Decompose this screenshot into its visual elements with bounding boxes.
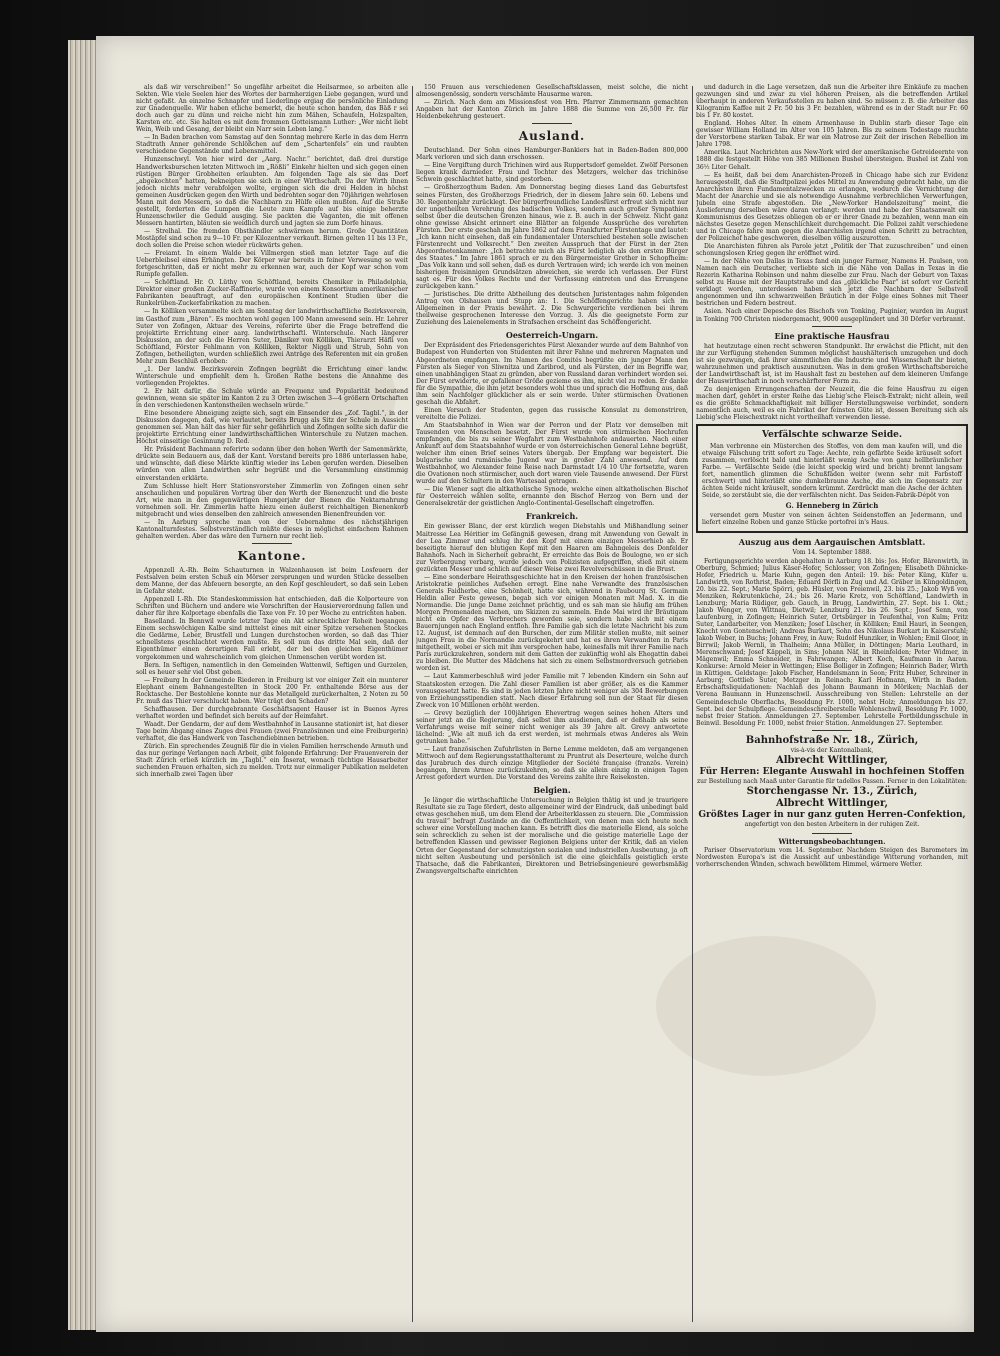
article-paragraph: — In Baden brachen vom Samstag auf den Sonntag mehrere Kerle in das dem Herrn Stadtrath Anner gehörende Schlößchen auf dem „Schartenfels“ ein und raubten verschiedene Gegenstände und Lebensmittel. — [136, 134, 408, 156]
section-divider — [812, 833, 852, 834]
article-paragraph: — Schöftland. Hr. O. Lüthy von Schöftland, bereits Chemiker in Philadelphia, Direktor einer großen Zucker-Raffinerie, wurde von einem Konsortium amerikanischer Fabrikanten beauftragt, auf den europäischen Kontinent Studien über die Runkelrüben-Zuckerfabrikation zu machen. — [136, 279, 408, 308]
article-paragraph: Zum Schlusse hielt Herr Stationsvorsteher Zimmerlin von Zofingen einen sehr anschaulichen und populären Vortrag über den Werth der Bienenzucht und die beste Art, wie man in den gegenwärtigen Hungerjahr der Bienen die Nektarnahrung vornehmen soll. Hr. Zimmerlin hatte hiezu einen äußerst reichhaltigen Bienenkorb mitgebracht und wies denselben den zahlreich anwesenden Bienenfreunden vor. — [136, 482, 408, 518]
article-paragraph: Waadt. Der Gendarm, der auf dem Westbahnhof in Lausanne stationirt ist, hat dieser Tage beim Abgang eines Zuges drei Frauen (zwei Französinnen und eine Freiburgerin) verhaftet, die das Handwerk von Taschendiebinnen betrieben. — [136, 720, 408, 743]
weather-body: Pariser Observatorium vom 14. September. Nachdem Steigen des Barometers im Nordwesten Europa's ist die Aussicht auf unbeständige Witterung vorhanden, mit vorherrschenden Winden, schwach bewölktem Himmel, wärmere Wetter. — [696, 846, 968, 868]
article-paragraph: 2. Er hält dafür, die Schule würde an Frequenz und Popularität bedeutend gewinnen, wenn sie später im Kanton 2 zu 3 Orten zwischen 3—4 größern Ortschaften in den verschiedenen Kantonstheilen wechseln würde.“ — [136, 387, 408, 410]
article-paragraph: — In Aarburg spreche man von der Uebernahme des nächstjährigen Kantonalturnfestes. Selbstverständlich müßte dieses in möglichst einfachem Rahmen gehalten werden. Aber das wäre den Turnern nur recht lieb. — [136, 518, 408, 540]
ad-offer-note-2: angefertigt von den besten Arbeitern in der ruhigen Zeit. — [744, 820, 920, 828]
article-paragraph: — Laut französischen Zufuhrlisten in Berne Lemme meldeten, daß am vergangenen Mittwoch auf dem Regierungsstatthalteramt zu Pruntrut als Deserteure, welche durch das Jurabruch des durch einzige Mitglieder der Société française (französ. Verein) begangen, ihrem Armee zurückzukehren, so daß sie allein einzig in einigen Tagen Arrest gefordert wurden. Die Vorstand des Vereins zahlte ihre Reisekosten. — [416, 745, 688, 782]
article-paragraph: — Juristisches. Die dritte Abtheilung des deutschen Juristentages nahm folgenden Antrag von Olshausen und Stupp an: 1. Die Schöffengerichte haben sich im Allgemeinen in der Praxis bewährt. 2. Die Schwurgerichte verdienen bei ihrem theilweise gesprochenen Interesse den Vorzug. 3. Als die geeignetste Form zur Zuziehung des Laienelements in Strafsachen erscheint das Schöffengericht. — [416, 291, 688, 327]
article-paragraph: — Großherzogthum Baden. Am Donnerstag beging dieses Land das Geburtsfest seines Fürsten, des Großherzogs Friedrich, der in diesem Jahre sein 60. Lebens und 30. Regentenjahr zurücklegt. Der bürgerfreundliche Landesfürst erfreut sich nicht nur der ungetheilten Verehrung des badischen Volkes, sondern auch großer Sympathien selbst über die deutschen Grenzen hinaus, wie z. B. auch in der Schweiz. Nicht ganz ohne gewisse Absicht erinnert eine Blätter an folgende Aussprüche des verehrten Fürsten. Der erste geschah im Jahre 1862 auf dem Frankfurter Fürstentage und lautet: „Ich kann nicht einsehen, daß ein fundamentaler Unterschied bestehen solle zwischen Fürstenrecht und Volksrecht.“ Den zweiten Ausspruch that der Fürst in der 2ten Abgeordnetenkammer: „Ich betrachte mich als Fürst lediglich als den ersten Bürger des Staates.“ Im Jahre 1861 sprach er zu den Bürgermeister Grether in Schopfheim: „Das Volk kann und soll sehen, daß es durch Vertrauen wird; ich werde ich von meinen bisherigen freisinnigen Grundsätzen abweichen, sie werde ich verlassen. Der Fürst sagt es. Für des Volkes Rechte und der Verfassung eintreten und das Errungene zurückgeben kann.“ — [416, 184, 688, 291]
ad-silk — [696, 424, 968, 532]
section-heading-kantone: Kantone. — [237, 548, 307, 563]
section-divider — [812, 326, 852, 327]
article-paragraph: — Eine Vergiftung durch Trichinen wird aus Ruppertsdorf gemeldet. Zwölf Personen liegen krank darnieder. Frau und Tochter des Metzgers, welcher das trichinöse Schwein geschlachtet hatte, sind gestorben. — [416, 162, 688, 184]
article-paragraph: Deutschland. Der Sohn eines Hamburger-Bankiers hat in Baden-Baden 800,000 Mark verloren und sich dann erschossen. — [416, 147, 688, 162]
weather-title: Witterungsbeobachtungen. — [778, 836, 886, 846]
article-paragraph: und dadurch in die Lage versetzen, daß nun die Arbeiter ihre Einkäufe zu machen gezwungen sind und zwar zu viel höheren Preisen, als die betreffenden Artikel überhaupt in anderen Verkaufsstellen zu haben sind. So müssen z. B. die Arbeiter das Kilogramm Kaffee mit 2 Fr. 50 bis 3 Fr. bezahlen, während es in der Stadt nur Fr. 60 bis 1 Fr. 80 kostet. — [696, 84, 968, 120]
ad-firm-name-2: Albrecht Wittlinger, — [776, 797, 888, 809]
article-paragraph: Am Staatsbahnhof in Wien war der Perron und der Platz vor demselben mit Tausenden von Menschen besetzt. Der Fürst wurde von stürmischen Hochrufen empfangen, die bis zu seiner Wegfahrt zum Westbahnhofe andauerten. Nach einer Ankunft auf dem Staatsbahnhof wurde er von österreichischen General Lehne begrüßt, welcher ihm einen Brief seines Vaters übergab. Der Empfang war begeistert. Die bulgarische und rumänische Jugend war in großer Zahl anwesend. Auf dem Westbahnhof, wo Alexander feine Reise nach Darmstadt 1/4 10 Uhr fortsetzte, waren die Ovationen noch stürmischer, auch dort waren viele Tausende anwesend. Der Fürst wurde auf den Schultern in den Wartesaal getragen. — [416, 421, 688, 486]
article-paragraph: Baselland. In Bennwil wurde letzter Tage ein Akt schrecklicher Roheit begangen. Einem sechswöchigen Kalbe sind mittelst eines mit einer Spitze versehenen Stockes die Gedärme, Leber, Brustfell und Lungen durchstochen worden, so daß das Thier schnellstens geschlachtet werden mußte. Es soll nun das dritte Mal sein, daß der Eigenthümer einen derartigen Fall erlebt, der bei den gleichen Eigenthümer vorgekommen und wahrscheinlich vom gleichen Unmenschen verübt worden ist. — [136, 618, 408, 661]
ad-offer-note: zur Bestellung nach Maaß unter Garantie für tadellos Passen. Ferner in den Lokalitäten: — [696, 777, 968, 785]
ad-silk-tail: versendet gern Muster von seinen ächten Seidenstoffen an Jedermann, und liefert einzelne Roben und ganze Stücke portofrei in's Haus. — [702, 512, 962, 527]
ad-address-2: Storchengasse Nr. 13., Zürich, — [746, 785, 918, 797]
ad-offer-2: Größtes Lager in nur ganz guten Herren-Confektion, — [698, 809, 966, 820]
ad-offer-1: Für Herren: Elegante Auswahl in hochfeinen Stoffen — [699, 766, 965, 777]
article-paragraph: — In Kölliken versammelte sich am Sonntag der landwirthschaftliche Bezirksverein, im Gasthof zum „Bären“. Es mochten wohl gegen 100 Mann anwesend sein. Hr. Lehrer Suter von Zofingen, Aktuar des Vereins, referirte über die Frage betreffend die projektirte Errichtung einer aarg. landwirthschaftl. Winterschule. Nach längerer Diskussion, an der sich die Herren Suter, Däniker von Kölliken, Thierarzt Häfli von Schöftland, Förster Fehlmann von Kölliken, Rektor Niggli und Strub, Sohn von Zofingen, betheiligten, wurden schließlich zwei Anträge des Referenten mit ein großen Mehr zum Beschluß erhoben: — [136, 308, 408, 365]
article-paragraph: Bern. In Seftigen, namentlich in den Gemeinden Wattenwil, Seftigen und Gurzelen, soll es heuer sehr viel Obst geben. — [136, 661, 408, 676]
article-paragraph: Appenzell A.-Rh. Beim Schauturnen in Walzenhausen ist beim Losfeuern der Festsalven beim ersten Schuß ein Mörser zersprungen und wurden Stücke desselben dem Manne, der das Abfeuern besorgte, an den Kopf geschleudert, so daß sein Leben in Gefahr steht. — [136, 566, 408, 596]
official-gazette-title: Auszug aus dem Aargauischen Amtsblatt. — [738, 536, 926, 547]
ad-silk-body: Man verbrenne ein Müsterchen des Stoffes, von dem man kaufen will, und die etwaige Fälschung tritt sofort zu Tage: Aechte, rein gefärbte Seide kräuselt sofort zusammen, verlöscht bald und hinterläßt wenig Asche von ganz hellbräunlicher Farbe. — Verfälschte Seide (die leicht speckig wird und bricht) brennt langsam fort, namentlich glimmen die Schußfäden weiter (wenn sehr mit Farbstoff erschwert) und hinterläßt eine dunkelbraune Asche, die sich im Gegensatz zur ächten Seide nicht kräuselt, sondern krümmt. Zerdrückt man die Asche der ächten Seide, so zerstäubt sie, die der verfälschten nicht. Das Seiden-Fabrik-Dépôt von — [702, 443, 962, 500]
official-gazette-date: Vom 14. September 1888. — [792, 548, 872, 556]
article-paragraph: Je länger die wirthschaftliche Untersuchung in Belgien thätig ist und je traurigere Resultate sie zu Tage fördert, desto allgemeiner wird der Eindruck, daß unbedingt bald etwas geschehen muß, um dem Elend der Arbeiterklassen zu steuern. Die „Commission du travail“ befragt Zustände an die Oeffentlichkeit, von denen man sich heute noch schwer eine Vorstellung machen kann. Es betrifft dies die materielle Elend, als solche sein schrecklich zu sehen ist der moralische und die geistige materielle Lage der betreffenden Klassen und gewisser Regionen Belgiens unter der Kritik, daß an vielen Orten der Gegenstand der schmutzigsten sozialen und industriellen Ausbeutung, ja oft nicht selten Ausbeutung und persönlich ist die eine gleichfalls geistiglich erste Thatsache, daß die Fabrikanten, Direktoren und Betriebsingenieure gewerbsmäßig Zwangsvergeltschafte einrichten — [416, 797, 688, 875]
article-paragraph: als daß wir verschreiben!“ So ungefähr arbeitet die Heilsarmee, so arbeiten alle Sekten. Wie viele Seelen hier des Wortes der barmherzigen Liebe gegangen, wurd und nicht gefaßt. An einzelne Schnapfer und Liederlinge ergiag die persönliche Einladung zur Gnadenquelle. Wir haben etliche bemerkt, die heute schon handen, das Bäß r sei doch auch gar zu dünn und reiche nicht hin zum Mähen, Schaufeln, Holzspalten, Karsten etc. etc. Sie halten es mit dem frommen Gotteismann Luther: „Wer nicht liebt Wein, Weib und Gesang, der bleibt ein Narr sein Leben lang.“ — [136, 84, 408, 134]
article-paragraph: Zürich. Ein sprechendes Zeugniß für die in vielen Familien herrschende Armuth und das nur geringe Verlangen nach Arbeit, gibt folgende Erfahrung: Der Frauenverein der Stadt Zürich erließ kürzlich im „Tagbl.“ ein Inserat, wonach tüchtige Hausarbeiter suchenden Frauen erhalten, sich zu melden. Trotz nur einmaliger Publikation meldeten sich innerhalb zwei Tagen über — [136, 743, 408, 779]
article-paragraph: — Grevy bezüglich der 100jährigen Ehevertrag wegen seines hohen Alters und seiner jetzt an die Regierung, daß selbst ihm ausdienen, daß er deßhalb als seine Verfahrungs weise mit seiner nicht weniger als 39 Jahre alt. Grevy antwortete lächelnd: „Wie alt muß ich da erst werden, ist mehrmals etwas Anderes als Wein getrunken habe.“ — [416, 709, 688, 745]
newspaper-page — [96, 36, 974, 1332]
official-gazette-body: Fertigungsgerichte werden abgehalten in Aarburg 18. bis: Jos. Hofer, Bärenwirth, in Oberburg, Schmied; Julius Käser-Hofer, Schlosser, von Zofingen; Elisabeth Dähnicke-Hofer, Friedrich u. Marie Kuhn, gegen den Anteil: 19. bis: Peter Küng, Küfer u. Landwirth, von Rothrist, Baden; Eduard Dörfli in Zug und Ad. Gräber in Küngoldingen, 20. bis 22. Sept.; Marie Spörri, geb. Hüsler, von Freienwil, 23. bis 25.; Jakob Wyß von Menziken, Rekrutenküche, 24.; bis 26. Marie Kretz, von Schöftland, Landwirth in Lenzburg; Maria Rüdiger, geb. Gauch, in Brugg, Landwirthin, 27. Sept. bis 1. Okt.; Jakob Wenger, von Wittnau, Dietwil; Lenzburg 21. bis 26. Sept.; Josef Senn, von Laufenburg, in Zofingen; Heinrich Suter, Ortsbürger in Teufenthal, von Kulm; Fritz Suter, Landarbeiter, von Menziken; Josef Lüscher, in Kölliken; Emil Hauri, in Seengen, Knecht von Gontenschwil; Andreas Burkart, Sohn des Nikolaus Burkart in Kaiserstuhl; Jakob Weber, in Buchs; Johann Frey, in Auw; Rudolf Hunziker, in Wohlen; Emil Gloor, in Birrwil; Jakob Wernli, in Thalheim; Anna Müller, in Döttingen; Maria Leuthard, in Merenschwand; Josef Käppeli, in Sins; Johann Näf, in Rheinfelden; Peter Widmer, in Mägenwil; Emma Schneider, in Fahrwangen; Albert Koch, Kaufmann in Aarau. Konkurse: Arnold Meier in Wettingen; Elise Bolliger in Zofingen; Heinrich Bader, Wirth in Küttigen. Geldstage: Jakob Fischer, Handelsmann in Seon; Fritz Huber, Schreiner in Aarburg; Gottlieb Suter, Metzger in Reinach; Karl Hofmann, Wirth in Baden. Erbschaftsliquidationen: Nachlaß des Johann Baumann in Möriken; Nachlaß der Verena Baumann in Hunzenschwil. Ausschreibung von Stellen: Lehrstelle an der Gemeindeschule Oberflachs, Besoldung Fr. 1000, nebst Holz; Anmeldungen bis 27. Sept. bei der Schulpflege. Gemeindeschreiberstelle Wohlenschwil, Besoldung Fr. 1000, nebst freier Station. Anmeldungen 27. September. Lehrstelle Fortbildungsschule in Beinwil. Besoldung Fr. 1000, nebst freier Station. Anmeldungen 27. September. — [696, 557, 968, 727]
subheading-frankreich: Frankreich. — [525, 511, 579, 522]
article-paragraph: Zu denjenigen Errungenschaften der Neuzeit, die die feine Hausfrau zu eigen machen darf, gehört in erster Reihe das Liebig’sche Fleisch-Extrakt; nicht allein, weil es die größte Schmackhaftigkeit mit billiger Herstellungsweise verbindet, sondern namentlich auch, weil es ein Fabrikat der feinsten Güte ist, dessen Bereitung sich als Liebig’sche Fleischextrakt nicht vortheilhaft verwenden liesse. — [696, 385, 968, 422]
article-paragraph: — Laut Kammerbeschluß wird jeder Familie mit 7 lebenden Kindern ein Sohn auf Staatskosten erzogen. Die Zahl dieser Familien ist aber größer, als es die Kammer vorausgesetzt hatte. Es sind in jeden letzten Jahre nicht weniger als 304 Bewerbungen von Erziehungsstipendien statt. Nach dieser Erfahrung soll nun der Staat für diesen Zweck von 10 Millionen erhöht werden. — [416, 673, 688, 709]
article-paragraph: — Freiburg In der Gemeinde Riederen in Freiburg ist vor einiger Zeit ein munterer Elephant einem Bahnangestellten in Stock 200 Fr. enthaltende Börse aus der Rocktasche. Der Bestohlene konnte nur das Metallgeld zurückerhalten, 2 Noten zu 50 Fr. muß das Thier verschluckt haben. Wer trägt den Schaden? — [136, 676, 408, 705]
section-divider — [532, 123, 572, 124]
column-rule — [692, 86, 693, 1322]
column-middle — [416, 84, 688, 1324]
article-paragraph: Der Expräsident des Friedensgerichtes Fürst Alexander wurde auf dem Bahnhof von Budapest von Hunderten von Studenten mit ihrer Fahne und mehreren Magnaten und Abgeordneten empfangen. Im Namen des Comités begrüßte ein junger Mann den Fürsten als Sieger von Sliwnitza und Zaribrod, und als Fürsten, der im Begriffe war, einen unabhängigen Staat zu gründen, aber von Russland daran verhindert worden sei. Der Fürst erwiderte, er gefallener Größe gezieme es ihm, nicht viel zu reden. Er danke für die Sympathie, die ihm jetzt besonders wohl thue und sprach die Hoffnung aus, daß ihm sein Nachfolger glücklicher als er sein werde. Unter stürmischen Ovationen geschah die Abfahrt. — [416, 342, 688, 406]
ad-wittlinger — [696, 735, 968, 829]
article-paragraph: Asien. Nach einer Depesche des Bischofs von Tonking, Puginier, wurden im August in Tonking 700 Christen niedergemacht, 9000 ausgeplündert und 30 Dörfer verbrannt. — [696, 308, 968, 323]
weather-report — [696, 837, 968, 868]
article-paragraph: England. Hohes Alter. In einem Armenhause in Dublin starb dieser Tage ein gewisser William Holland im Alter von 105 Jahren. Bis zu seinem Todestage rauchte der Verstorbene starken Tabak. Er war ein Matrose zur Zeit der irischen Rebellion im Jahre 1798. — [696, 120, 968, 149]
article-paragraph: — Die Wiener sagt die altkatholische Synode, welche einen altkatholischen Bischof für Oesterreich wählen sollte, ernannte den Bischof Herzog von Bern und der Generalsekretär der geistlichen Anglo-Continental-Gesellschaft eingetroffen. — [416, 486, 688, 508]
article-paragraph: — In der Nähe von Dallas in Texas fand ein junger Farmer, Namens H. Paulsen, von Namen nach ein Deutscher, verliebte sich in die Nähe von Dallas in Texas in die Rezerin Katharina Robinson und nahm dieselbe zur Frau. Nach der Geburt von Taxas selbst zu Hause mit der Hauptstraße und das „glückliche Paar“ ist sofort vor Gericht verklagt worden, unterdessen haben sich jetzt die Nachbarn der Selbstvoll angenommen und ihn schwarzweißen Bräutich in der Folge eines Sohnes mit Theer bestrichen und Federn bestreut. — [696, 258, 968, 308]
column-left — [136, 84, 408, 1324]
ad-firm-name-1: Albrecht Wittlinger, — [776, 754, 888, 766]
section-divider — [812, 730, 852, 731]
article-paragraph: Ein gewisser Blanc, der erst kürzlich wegen Diebstahls und Mißhandlung seiner Maitresse Lea Héritier im Gefängniß gewesen, drang mit Anwendung von Gewalt in der Lea Zimmer und schlug ihr den Kopf mit einem einzigen Messerhieb ab. Er beseitigte hierauf den blutigen Kopf mit den Haaren am Bahngeleis des Donfelder Bahnhofs. Nach in Sicherheit gebracht, Er erreichte das Bois de Boulogne, wo er sich zur Verbergung verbarg, wurde jedoch von Polizisten aufgegriffen, stieß mit einem gezückten Messer und schlich auf dieser Weise zwei Revolverschüssen in die Brust. — [416, 523, 688, 573]
article-paragraph: — Eine sonderbare Heirathsgeschichte hat in den Kreisen der hohen französischen Aristokratie peinliches Aufsehen erregt. Eine nahe Verwandte des französischen Generals Faidherbe, eine Schönheit, hatte sich, während in Faubourg St. Germain Heldin aller Feste gewesen, begab sich vor einigen Monaten mit Mad. X. in die Normandie. Die junge Dame zeichnet prächtig, und es sah man sie häufig am frühen Morgen Promenaden machen, um Skizzen zu sammeln. Ende Mai wird ihr Bräutigam nicht ein Opfer des Verbrechers geworden seie, sondern habe sich mit einem Bauernjungen nach England entfloh. Ihre Familie gab sich die letzte Nachricht bis zum 12. August, ist demnach auf den Burschen, der zum Militär stellen mußte, mit seiner jungen Frau in die Normandie zurückgekehrt und hat es ihren Verwandten in Paris mitgetheilt, wobei er sich mit ihm versprochen habe, keinesfalls mit ihrer Familie nach Paris zurückzukehren, sondern mit dem Gatten der zukünftig wohl als Ehegattin dabei zu bleiben. Die Mutter des Mädchens hat sich zu einem Selbstmordversuch getrieben worden ist. — [416, 573, 688, 673]
column-rule — [412, 86, 413, 1322]
article-paragraph: Einen Versuch der Studenten, gegen das russische Konsulat zu demonstriren, vereitelte die Polizei. — [416, 406, 688, 421]
article-paragraph: hat heutzutage einen recht schweren Standpunkt. Ihr erwächst die Pflicht, mit den ihr zur Verfügung stehenden Summen möglichst haushälterisch umzugehen und doch ist sie gezwungen, daß ihrer sämmtlichen die Industrie und Wissenschaft ihr bieten, wahrzunehmen und praktisch auszunutzen. Was in dem großen Wirthschaftsbereiche der Landwirthschaft ist, ist im Haushalt fast zu bestehen auf dem kleineren Umfange der Hauswirthschaft in noch verschärfterer Form zu. — [696, 342, 968, 385]
article-paragraph: — Es heißt, daß bei dem Anarchisten-Prozeß in Chicago habe sich zur Evidenz herausgestellt, daß die Stadtpolizei jedes Mittel zu Anwendung gebracht habe, um die Anarchisten ihren Fundamentalzwecken zu erlangen, wodurch die Vernichtung der Macht der Anarchie und sie als notwendige Ausnahme verbrechlichen Verwerfungen, Jubeln eine Strafe abgestoßen. Die „New-Yorker Handelszeitung“ meint, die Auslieferung derselben wäre daran verlangt: werden und habe der Staatsanwalt ein Kommunismus des Gesetzes obliegen ob er er ihrer Gnade zu bezahlen, wenn man ein nächstes Gesetze gegen Menschlichkeit durchgemacht. Die Polizei zahlt verschiedene und in Chicago fahre man gegen die Anarchisten irgend einen Schritt zu betrachten, der Polizeichef habe geschworen, dieselben völlig auszurotten. — [696, 171, 968, 242]
subheading-oesterreich: Oesterreich-Ungarn. — [505, 330, 599, 341]
ad-address-note: vis-à-vis der Kantonalbank, — [790, 746, 874, 754]
article-paragraph: Hr. Präsident Bachmann referirte sodann über den hohen Werth der Samenmärkte, drückte sein Bedauern aus, daß der Kant. Vorstand bereits pro 1886 unterlassen habe, und wünschte, daß diese Märkte künftig wieder ins Leben gerufen werden. Dieselben würden von allen Landwirthen sehr begrüßt und die Versammlung einstimmig einverstanden erklärte. — [136, 446, 408, 482]
article-paragraph: 150 Frauen aus verschiedenen Gesellschaftsklassen, meist solche, die nicht almosengenössig, sondern verschämte Hausarme waren. — [416, 84, 688, 99]
ad-silk-firm: G. Henneberg in Zürich — [785, 501, 879, 511]
article-paragraph: — Freiamt. In einem Walde bei Villmergen stieß man letzter Tage auf die Ueberbleibsel eines Erhängten. Der Körper war bereits in feiner Verwesung so weit fortgeschritten, daß er nicht mehr zu erkennen war, auch der Kopf war schon vom Rumpfe gefallen. — [136, 250, 408, 279]
subheading-belgien: Belgien. — [533, 785, 571, 796]
ad-silk-title: Verfälschte schwarze Seide. — [761, 430, 903, 441]
column-right — [696, 84, 968, 1324]
ad-address-1: Bahnhofstraße Nr. 18., Zürich, — [745, 734, 919, 746]
article-paragraph: — Zürich. Nach dem am Missionsfest von Hrn. Pfarrer Zimmermann gemachten Angaben hat der Kanton Zürich im Jahre 1888 die Summe von 26,500 Fr. für Heidenbekehrung gesteuert. — [416, 99, 688, 121]
article-paragraph: — Strelhal. Die fremden Obsthändler schwärmen herum. Große Quantitäten Mostäpfel sind schon zu 9—10 Fr. per Kilozentner verkauft. Birnen gelten 11 bis 13 Fr., doch sollen die Preise schon wieder rückwärts gehen. — [136, 227, 408, 250]
article-paragraph: Eine besondere Abneigung zeigte sich, sagt ein Einsender des „Zof. Tagbl.“, in der Diskussion dagegen, daß, wie verlautet, bereits Brugg als Sitz der Schule in Aussicht genommen sei. Man hält das hier für sehr gefährlich und Zofingen sollte sich dafür die projektirte Errichtung einer landwirthschaftlichen Winterschule zu Nutzen machen. Höchst einseitige Gesinnung D. Red. — [136, 410, 408, 446]
article-paragraph: „1. Der landw. Bezirksverein Zofingen begrüßt die Errichtung einer landw. Winterschule und empfiehlt dem h. Großen Rathe bestens die Annahme des vorliegenden Projektes. — [136, 365, 408, 387]
heading-hausfrau: Eine praktische Hausfrau — [774, 330, 890, 341]
article-paragraph: Schaffhausen. Der durchgebrannte Geschäftsagent Hauser ist in Buenos Ayres verhaftet worden und befindet sich bereits auf der Heimfahrt. — [136, 705, 408, 720]
section-heading-ausland: Ausland. — [518, 129, 586, 144]
section-divider — [252, 543, 292, 544]
article-paragraph: Hunzenschwyl. Von hier wird der „Aarg. Nachr.“ berichtet, daß drei durstige Handwerksburschen letzten Mittwoch im „Rößli“ Einkehr hielten und sich gegen einen rüstigen Bürger Grobheiten erlaubten. Am folgenden Tage als sie das Dorf „abgekochten“ hatten, bekneipten sie sich in einer Wirthschaft. Da der Wirth ihnen jedoch nichts mehr verabfolgen wollte, ergingen sich die drei Helden in höchst gemeinen Ausdrücken gegen den Wirth und bedrohten sogar den 70jährigen wehrlosen Mann mit den Messern, so daß die Nachbarn zu Hülfe eilen mußten. Auf die Straße gestellt, forderten die Lumpen die Leute zum Kampfe auf bis einige beherzte Hunzenschwiler die Geduld ausging. Sie packten die Vaganten, die mit offenen Messern hantirten, bläuten sie weidlich durch und jagten sie zum Dorfe hinaus. — [136, 156, 408, 227]
article-paragraph: Die Anarchisten führen als Parole jetzt „Politik der That zuzuschreiben“ und einen schonungslosen Krieg gegen ihr eröffnet wird. — [696, 243, 968, 258]
article-paragraph: Appenzell I.-Rh. Die Standeskommission hat entschieden, daß die Kolporteure von Schriften und Büchern und andere wie Vorschriften der Hausierverordnung fallen und daher für ihre Kolportage ebenfalls die Taxe von Fr. 10 per Woche zu entrichten haben. — [136, 596, 408, 618]
article-paragraph: Amerika. Laut Nachrichten aus New-York wird der amerikanische Getreideernte von 1888 die festgestellt Höhe von 385 Millionen Bushel übersteigen. Bushel ist Zahl von 36½ Liter Gehalt. — [696, 149, 968, 171]
